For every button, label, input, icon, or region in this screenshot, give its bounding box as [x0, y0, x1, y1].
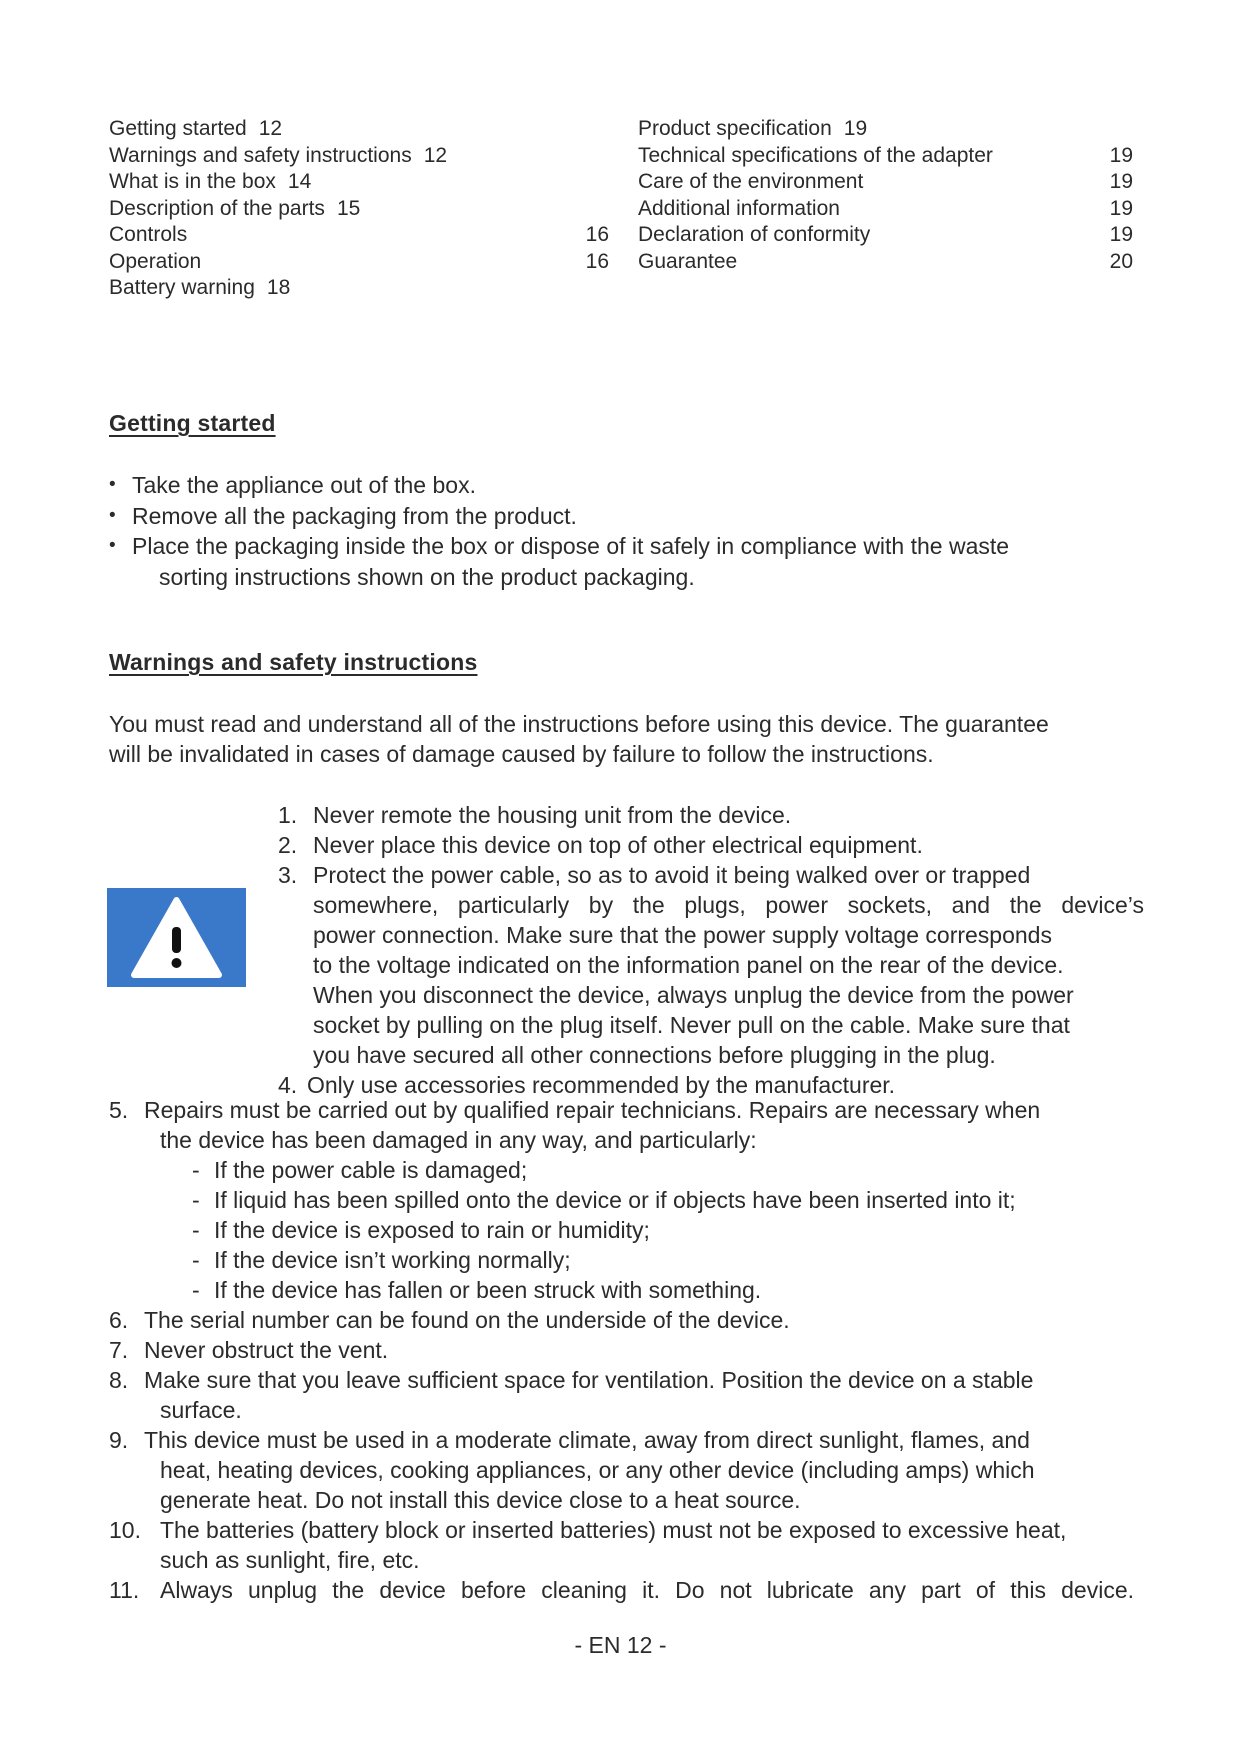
toc-entry-page: 12: [423, 143, 448, 167]
toc-entry-page: 19: [1109, 223, 1133, 246]
page-number: - EN 12 -: [574, 1632, 667, 1658]
toc-entry-title: Care of the environment: [638, 170, 864, 193]
toc-entry-page: 14: [287, 170, 312, 193]
toc-left-column: [109, 116, 609, 302]
toc-entry[interactable]: [109, 169, 609, 196]
toc-entry-title: Warnings and safety instructions: [109, 143, 412, 167]
toc-entry[interactable]: [638, 196, 1133, 223]
toc-entry-title: Guarantee: [638, 249, 738, 273]
list-item: 10. The batteries (battery block or inserted batteries) must not be exposed to excessive heat, such as sunlight, fire, etc.: [109, 1517, 1067, 1573]
toc-entry-title: Battery warning: [109, 276, 255, 299]
toc-entry-page: 12: [258, 117, 283, 140]
bullet-item: • Remove all the packaging from the product.: [109, 501, 1129, 532]
getting-started-heading: Getting started: [109, 410, 276, 436]
list-item: 5. Repairs must be carried out by qualified repair technicians. Repairs are necessary when the device has been damaged in any way, and particularly:: [109, 1097, 1041, 1153]
bullet-item: • Place the packaging inside the box or dispose of it safely in compliance with the waste sorting instructions shown on the product packaging.: [109, 531, 1129, 592]
toc-entry-page: 18: [266, 276, 291, 299]
toc-entry-title: Technical specifications of the adapter: [638, 143, 993, 167]
toc-entry[interactable]: [638, 222, 1133, 249]
list-item: - If the device is exposed to rain or humidity;: [190, 1215, 1140, 1245]
list-item: - If the device isn’t working normally;: [190, 1245, 1140, 1275]
list-item: 7. Never obstruct the vent.: [109, 1337, 389, 1363]
list-item: - If liquid has been spilled onto the device or if objects have been inserted into it;: [190, 1185, 1140, 1215]
warnings-intro: You must read and understand all of the instructions before using this device. The guarantee will be invalidated in cases of damage caused by failure to follow the instructions.: [109, 711, 1049, 767]
warnings-heading: Warnings and safety instructions: [109, 649, 478, 675]
numbered-list-item-5: [109, 1095, 1149, 1155]
toc-entry[interactable]: [638, 116, 1133, 143]
warning-triangle-icon: [107, 888, 246, 987]
toc-entry-title: What is in the box: [109, 170, 276, 193]
list-item: 6. The serial number can be found on the underside of the device.: [109, 1307, 790, 1333]
toc-entry-title: Controls: [109, 223, 188, 246]
toc-entry[interactable]: [109, 249, 609, 276]
toc-entry-title: Getting started: [109, 117, 247, 140]
toc-entry-page: 16: [585, 223, 609, 246]
repair-conditions-list: [190, 1155, 1140, 1305]
toc-entry[interactable]: [109, 143, 609, 170]
toc-entry-page: 19: [843, 117, 868, 140]
toc-entry[interactable]: [109, 275, 609, 302]
toc-entry-page: 19: [1109, 196, 1133, 220]
getting-started-bullets: [109, 470, 1129, 592]
toc-entry-title: Declaration of conformity: [638, 223, 871, 246]
numbered-list-upper: [278, 800, 1144, 1100]
list-item: 1. Never remote the housing unit from the device.: [278, 802, 792, 828]
toc-entry[interactable]: [638, 249, 1133, 276]
toc-entry[interactable]: [109, 222, 609, 249]
list-item: 11. Always unplug the device before cleaning it. Do not lubricate any part of this device.: [109, 1577, 1134, 1603]
toc-entry-page: 19: [1109, 143, 1133, 167]
toc-entry-title: Product specification: [638, 117, 832, 140]
numbered-list-lower: [109, 1305, 1134, 1605]
toc-entry[interactable]: [109, 116, 609, 143]
bullet-item: • Take the appliance out of the box.: [109, 470, 1129, 501]
toc-entry-page: 19: [1109, 170, 1133, 193]
list-item: - If the device has fallen or been struck with something.: [190, 1275, 1140, 1305]
list-item: - If the power cable is damaged;: [190, 1155, 1140, 1185]
toc-entry-title: Additional information: [638, 196, 840, 220]
list-item: 2. Never place this device on top of other electrical equipment.: [278, 832, 923, 858]
toc-entry[interactable]: [638, 169, 1133, 196]
toc-entry[interactable]: [109, 196, 609, 223]
toc-entry-page: 16: [585, 249, 609, 273]
list-item: 8. Make sure that you leave sufficient space for ventilation. Position the device on a stable surface.: [109, 1367, 1034, 1423]
toc-entry-page: 20: [1109, 249, 1133, 273]
toc-entry-title: Description of the parts: [109, 196, 325, 220]
list-item: 9. This device must be used in a moderate climate, away from direct sunlight, flames, and heat, heating devices, cooking appliances, or any other device (including amps) which generate heat. Do not install this device close to a heat source.: [109, 1427, 1035, 1513]
toc-entry[interactable]: [638, 143, 1133, 170]
toc-entry-title: Operation: [109, 249, 202, 273]
warning-icon: [107, 888, 246, 987]
list-item: 3. Protect the power cable, so as to avoid it being walked over or trapped somewhere, particularly by the plugs, power sockets, and the device’s power connection. Make sure that the power supply voltage corresponds to the voltage indicated on the information panel on the rear of the device. When you disconnect the device, always unplug the device from the power socket by pulling on the plug itself. Never pull on the cable. Make sure that you have secured all other connections before plugging in the plug.: [278, 862, 1144, 1068]
toc-right-column: [638, 116, 1133, 275]
toc-entry-page: 15: [336, 196, 361, 220]
list-item: 4. Only use accessories recommended by the manufacturer.: [278, 1072, 896, 1098]
